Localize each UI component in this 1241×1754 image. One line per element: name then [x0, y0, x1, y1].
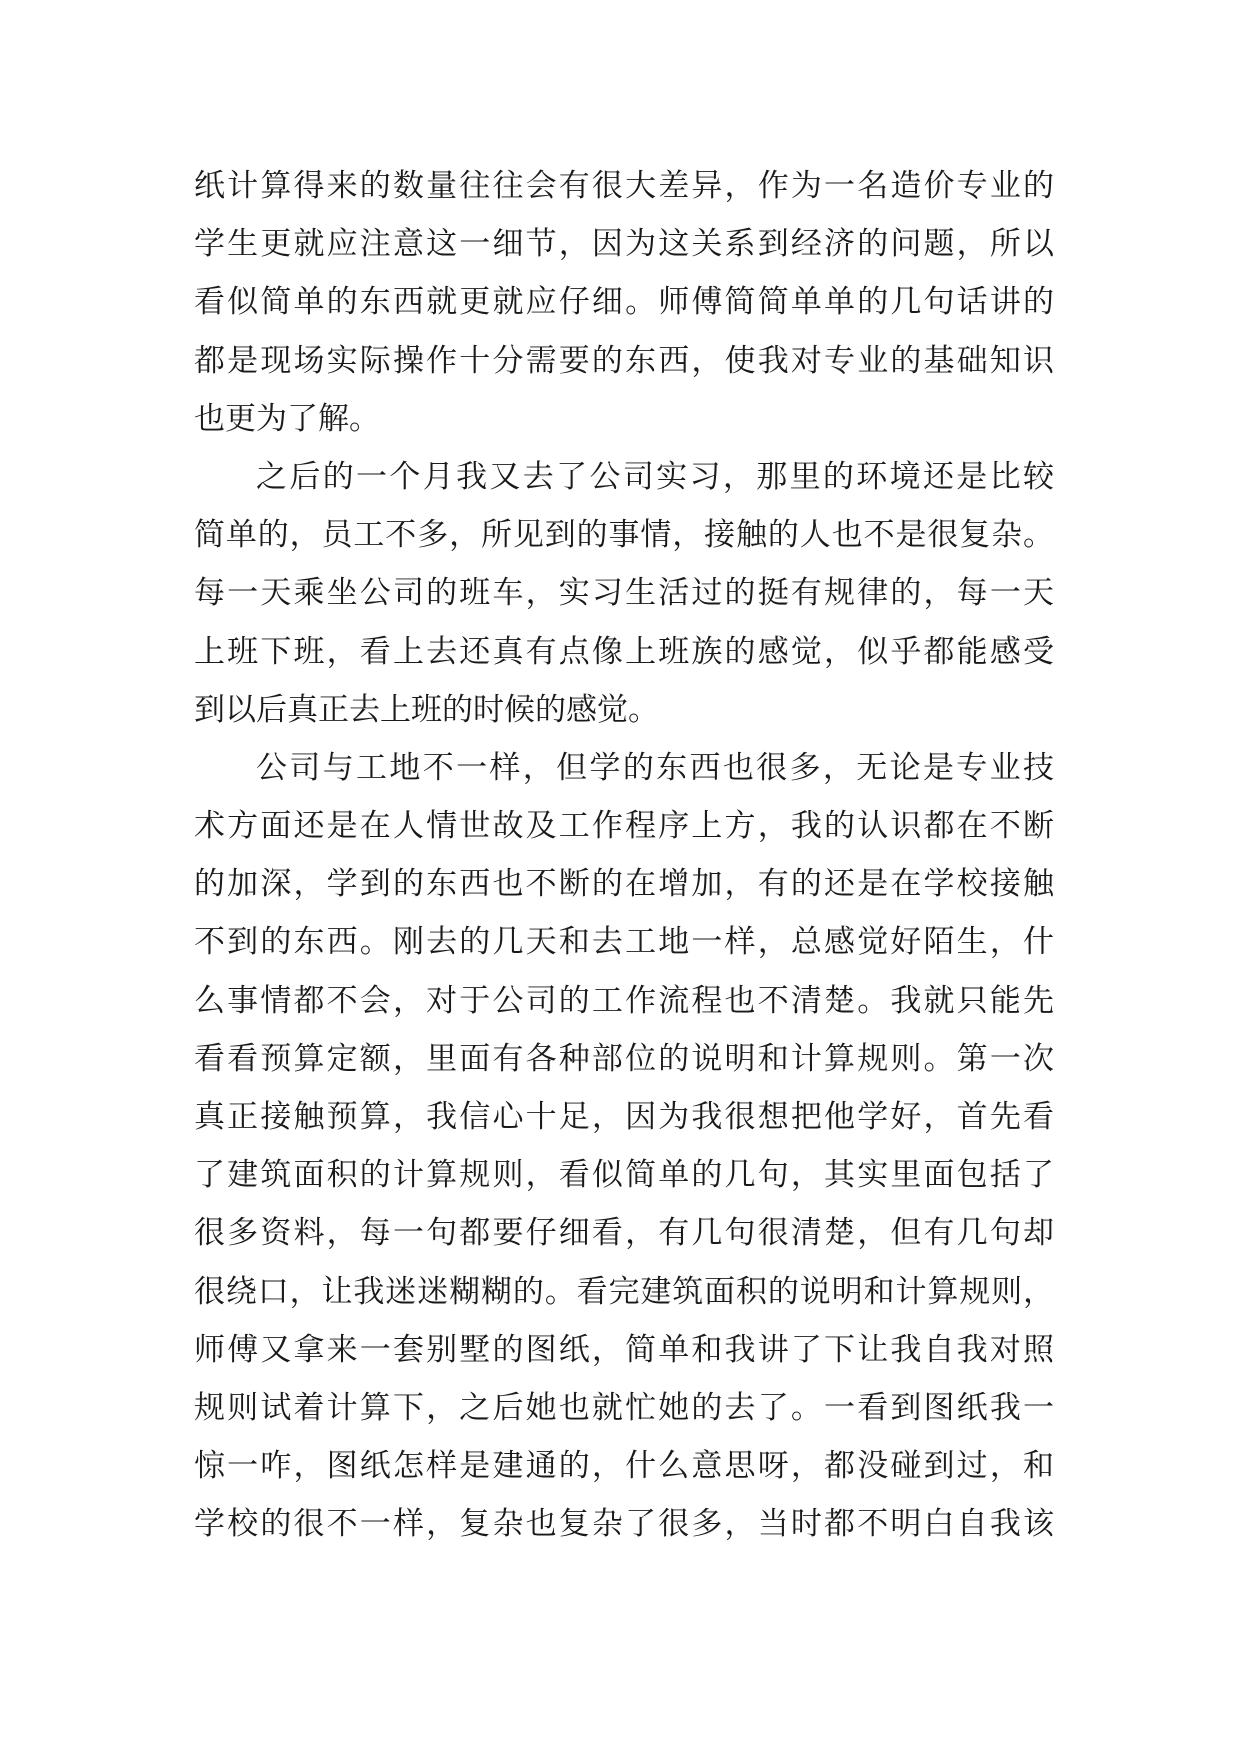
text-line: 真正接触预算，我信心十足，因为我很想把他学好，首先看	[194, 1099, 1054, 1135]
text-line: 学校的很不一样，复杂也复杂了很多，当时都不明白自我该	[194, 1506, 1054, 1543]
text-line: 每一天乘坐公司的班车，实习生活过的挺有规律的，每一天	[194, 575, 1054, 612]
text-line: 师傅又拿来一套别墅的图纸，简单和我讲了下让我自我对照	[194, 1331, 1054, 1368]
text-line: 上班下班，看上去还真有点像上班族的感觉，似乎都能感受	[194, 633, 1054, 670]
text-line: 么事情都不会，对于公司的工作流程也不清楚。我就只能先	[194, 982, 1054, 1019]
text-line: 看看预算定额，里面有各种部位的说明和计算规则。第一次	[194, 1040, 1054, 1077]
paragraph-first-line: 之后的一个月我又去了公司实习，那里的环境还是比较	[256, 458, 1054, 495]
text-line: 不到的东西。刚去的几天和去工地一样，总感觉好陌生，什	[194, 924, 1054, 961]
text-line: 的加深，学到的东西也不断的在增加，有的还是在学校接触	[194, 866, 1054, 903]
text-line: 学生更就应注意这一细节，因为这关系到经济的问题，所以	[194, 226, 1054, 263]
text-line: 很绕口，让我迷迷糊糊的。看完建筑面积的说明和计算规则，	[194, 1273, 1054, 1310]
paragraph-first-line: 公司与工地不一样，但学的东西也很多，无论是专业技	[256, 749, 1054, 786]
body-text	[194, 157, 1054, 1554]
text-line: 简单的，员工不多，所见到的事情，接触的人也不是很复杂。	[194, 517, 1054, 554]
text-line: 看似简单的东西就更就应仔细。师傅简简单单的几句话讲的	[194, 284, 1054, 321]
text-line: 都是现场实际操作十分需要的东西，使我对专业的基础知识	[194, 342, 1054, 379]
text-line: 很多资料，每一句都要仔细看，有几句很清楚，但有几句却	[194, 1215, 1054, 1252]
text-line: 到以后真正去上班的时候的感觉。	[194, 691, 659, 728]
text-line: 也更为了解。	[194, 400, 380, 437]
text-line: 了建筑面积的计算规则，看似简单的几句，其实里面包括了	[194, 1157, 1054, 1194]
text-line: 纸计算得来的数量往往会有很大差异，作为一名造价专业的	[194, 168, 1054, 204]
text-line: 术方面还是在人情世故及工作程序上方，我的认识都在不断	[194, 808, 1054, 845]
text-line: 规则试着计算下，之后她也就忙她的去了。一看到图纸我一	[194, 1389, 1054, 1426]
text-line: 惊一咋，图纸怎样是建通的，什么意思呀，都没碰到过，和	[194, 1448, 1054, 1485]
